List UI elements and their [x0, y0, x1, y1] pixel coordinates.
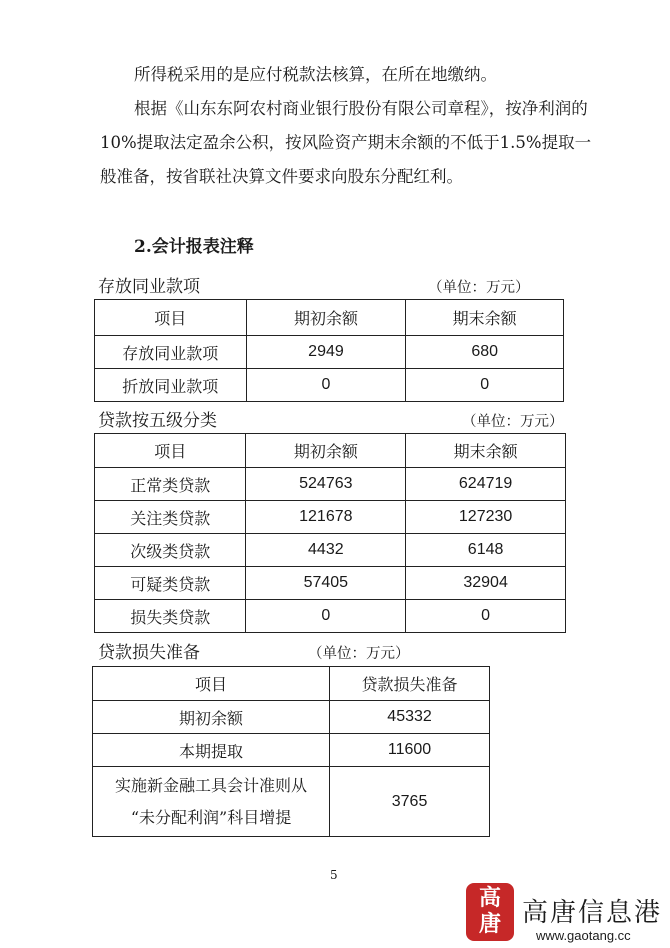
- row-label: 折放同业款项: [95, 369, 247, 402]
- seal-char: 高: [478, 886, 501, 911]
- row-label: 可疑类贷款: [95, 567, 246, 600]
- seal-char: 唐: [478, 912, 501, 937]
- row-label: [93, 767, 330, 837]
- header-cell: 期末余额: [406, 300, 564, 336]
- closing-balance: 127230: [406, 501, 566, 534]
- table3-title: 贷款损失准备: [98, 643, 200, 663]
- row-label: 存放同业款项: [95, 336, 247, 369]
- paragraph-profit-distribution: 根据《山东东阿农村商业银行股份有限公司章程》，按净利润的10%提取法定盈余公积，按风险资产期末余额的不低于1.5%提取一般准备，按省联社决算文件要求向股东分配红利。: [100, 99, 592, 186]
- table-row: [93, 767, 490, 837]
- header-cell: 项目: [95, 434, 246, 468]
- table-header-row: [95, 434, 566, 468]
- row-label: 次级类贷款: [95, 534, 246, 567]
- closing-balance: 6148: [406, 534, 566, 567]
- section-heading: 2.会计报表注释: [134, 237, 254, 257]
- row-label: 期初余额: [93, 701, 330, 734]
- closing-balance: 0: [406, 369, 564, 402]
- opening-balance: 121678: [246, 501, 406, 534]
- table-header-row: [93, 667, 490, 701]
- table-row: [95, 567, 566, 600]
- closing-balance: 0: [406, 600, 566, 633]
- table-row: [93, 734, 490, 767]
- closing-balance: 32904: [406, 567, 566, 600]
- table1-unit: （单位：万元）: [428, 280, 530, 296]
- table-row: [93, 701, 490, 734]
- opening-balance: 524763: [246, 468, 406, 501]
- row-label: 本期提取: [93, 734, 330, 767]
- opening-balance: 2949: [246, 336, 406, 369]
- opening-balance: 57405: [246, 567, 406, 600]
- table3-unit: （单位：万元）: [308, 646, 410, 662]
- table-interbank-deposits: [94, 299, 564, 402]
- row-label: 正常类贷款: [95, 468, 246, 501]
- header-cell: 贷款损失准备: [330, 667, 490, 701]
- paragraph-tax-method: 所得税采用的是应付税款法核算，在所在地缴纳。: [134, 65, 497, 84]
- row-label: 损失类贷款: [95, 600, 246, 633]
- row-label-line: 实施新金融工具会计准则从: [115, 775, 308, 795]
- opening-balance: 0: [246, 600, 406, 633]
- table-row: [95, 534, 566, 567]
- opening-balance: 4432: [246, 534, 406, 567]
- header-cell: 项目: [93, 667, 330, 701]
- provision-value: 45332: [330, 701, 490, 734]
- page-number: 5: [330, 868, 338, 882]
- table-row: [95, 501, 566, 534]
- table-header-row: [95, 300, 564, 336]
- table-row: [95, 600, 566, 633]
- provision-value: 11600: [330, 734, 490, 767]
- watermark-site-name: 高唐信息港: [522, 898, 663, 928]
- provision-value: 3765: [330, 767, 490, 837]
- table-row: [95, 336, 564, 369]
- row-label: 关注类贷款: [95, 501, 246, 534]
- header-cell: 期初余额: [246, 434, 406, 468]
- closing-balance: 680: [406, 336, 564, 369]
- table-loan-classification: [94, 433, 566, 633]
- header-cell: 项目: [95, 300, 247, 336]
- table-row: [95, 468, 566, 501]
- row-label-line: “未分配利润”科目增提: [130, 807, 292, 827]
- table-row: [95, 369, 564, 402]
- opening-balance: 0: [246, 369, 406, 402]
- watermark-url: www.gaotang.cc: [536, 928, 631, 943]
- table2-title: 贷款按五级分类: [98, 411, 217, 431]
- watermark-logo-seal: [466, 883, 514, 941]
- header-cell: 期末余额: [406, 434, 566, 468]
- table-loan-loss-provision: [92, 666, 490, 837]
- table1-title: 存放同业款项: [98, 277, 200, 297]
- header-cell: 期初余额: [246, 300, 406, 336]
- closing-balance: 624719: [406, 468, 566, 501]
- table2-unit: （单位：万元）: [462, 414, 564, 430]
